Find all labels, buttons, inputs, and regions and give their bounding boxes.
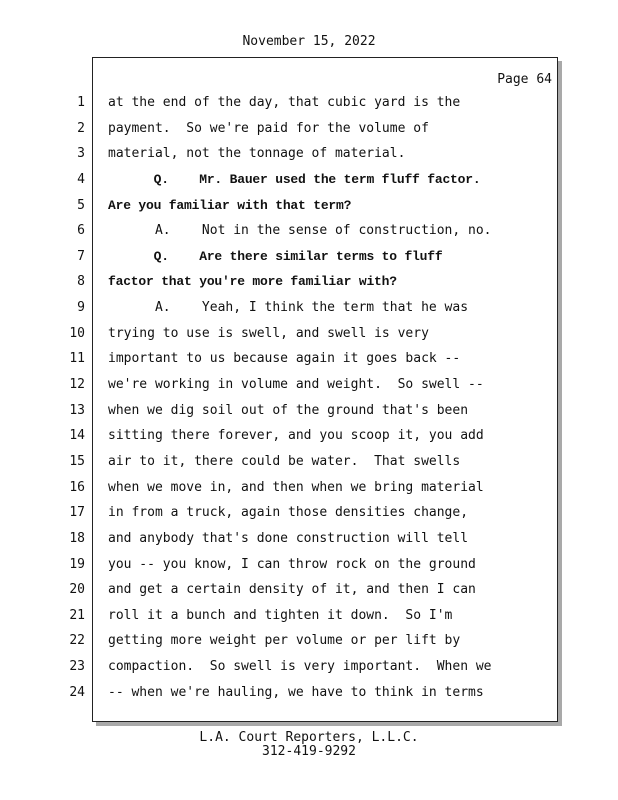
line-text: at the end of the day, that cubic yard is the — [108, 95, 461, 110]
line-text: important to us because again it goes back -- — [108, 351, 461, 367]
line-number: 3 — [77, 146, 85, 162]
transcript-line — [0, 141, 618, 167]
transcript-line — [0, 475, 618, 501]
line-number: 12 — [69, 377, 85, 393]
line-text: A. Not in the sense of construction, no. — [108, 223, 492, 239]
line-number: 14 — [69, 428, 85, 444]
transcript-line — [0, 526, 618, 552]
transcript-line — [0, 603, 618, 629]
transcript-line — [0, 552, 618, 578]
line-number: 11 — [69, 351, 85, 367]
line-number: 2 — [77, 120, 85, 136]
line-number: 20 — [69, 582, 85, 598]
transcript-lines — [0, 90, 618, 705]
transcript-line — [0, 500, 618, 526]
transcript-line — [0, 116, 618, 142]
page-number: Page 64 — [497, 72, 552, 87]
line-text: roll it a bunch and tighten it down. So I'm — [108, 607, 453, 623]
transcript-line — [0, 167, 618, 193]
line-number: 15 — [69, 453, 85, 469]
transcript-line — [0, 654, 618, 680]
line-number: 13 — [69, 402, 85, 418]
footer-company: L.A. Court Reporters, L.L.C. — [199, 730, 419, 745]
line-text: Q. Mr. Bauer used the term fluff factor. — [108, 171, 481, 187]
line-text: you -- you know, I can throw rock on the ground — [108, 556, 476, 572]
transcript-line — [0, 398, 618, 424]
transcript-line — [0, 90, 618, 116]
transcript-date: November 15, 2022 — [242, 34, 376, 49]
transcript-line — [0, 244, 618, 270]
line-text: -- when we're hauling, we have to think in terms — [108, 684, 484, 700]
transcript-line — [0, 577, 618, 603]
line-text: factor that you're more familiar with? — [108, 274, 397, 290]
line-number: 7 — [77, 248, 85, 264]
line-number: 24 — [69, 684, 85, 700]
line-number: 23 — [69, 659, 85, 675]
line-number: 5 — [77, 197, 85, 213]
line-number: 6 — [77, 223, 85, 239]
line-text: A. Yeah, I think the term that he was — [108, 300, 469, 316]
transcript-line — [0, 269, 618, 295]
line-text: air to it, there could be water. That swells — [108, 453, 461, 469]
line-number: 1 — [77, 95, 85, 110]
transcript-line — [0, 346, 618, 372]
line-number: 8 — [77, 274, 85, 290]
transcript-line — [0, 321, 618, 347]
line-text: material, not the tonnage of material. — [108, 146, 406, 162]
line-text: when we dig soil out of the ground that's been — [108, 402, 469, 418]
line-text: and anybody that's done construction will tell — [108, 530, 469, 546]
line-text: when we move in, and then when we bring material — [108, 479, 484, 495]
transcript-line — [0, 423, 618, 449]
transcript-line — [0, 295, 618, 321]
line-number: 19 — [69, 556, 85, 572]
line-number: 18 — [69, 530, 85, 546]
footer-phone: 312-419-9292 — [262, 744, 356, 759]
line-number: 10 — [69, 325, 85, 341]
transcript-line — [0, 218, 618, 244]
transcript-line — [0, 449, 618, 475]
line-number: 21 — [69, 607, 85, 623]
line-text: Are you familiar with that term? — [108, 197, 352, 213]
footer — [0, 731, 618, 759]
line-text: compaction. So swell is very important. When we — [108, 659, 492, 675]
line-number: 16 — [69, 479, 85, 495]
line-text: we're working in volume and weight. So swell -- — [108, 377, 484, 393]
line-text: in from a truck, again those densities change, — [108, 505, 469, 521]
transcript-line — [0, 680, 618, 706]
line-text: payment. So we're paid for the volume of — [108, 120, 429, 136]
line-number: 22 — [69, 633, 85, 649]
transcript-line — [0, 372, 618, 398]
line-text: sitting there forever, and you scoop it, you add — [108, 428, 484, 444]
line-number: 17 — [69, 505, 85, 521]
line-number: 9 — [77, 300, 85, 316]
transcript-line — [0, 628, 618, 654]
line-text: getting more weight per volume or per lift by — [108, 633, 461, 649]
line-text: Q. Are there similar terms to fluff — [108, 248, 443, 264]
line-number: 4 — [77, 171, 85, 187]
line-text: trying to use is swell, and swell is very — [108, 325, 429, 341]
transcript-line — [0, 193, 618, 219]
line-text: and get a certain density of it, and then I can — [108, 582, 476, 598]
